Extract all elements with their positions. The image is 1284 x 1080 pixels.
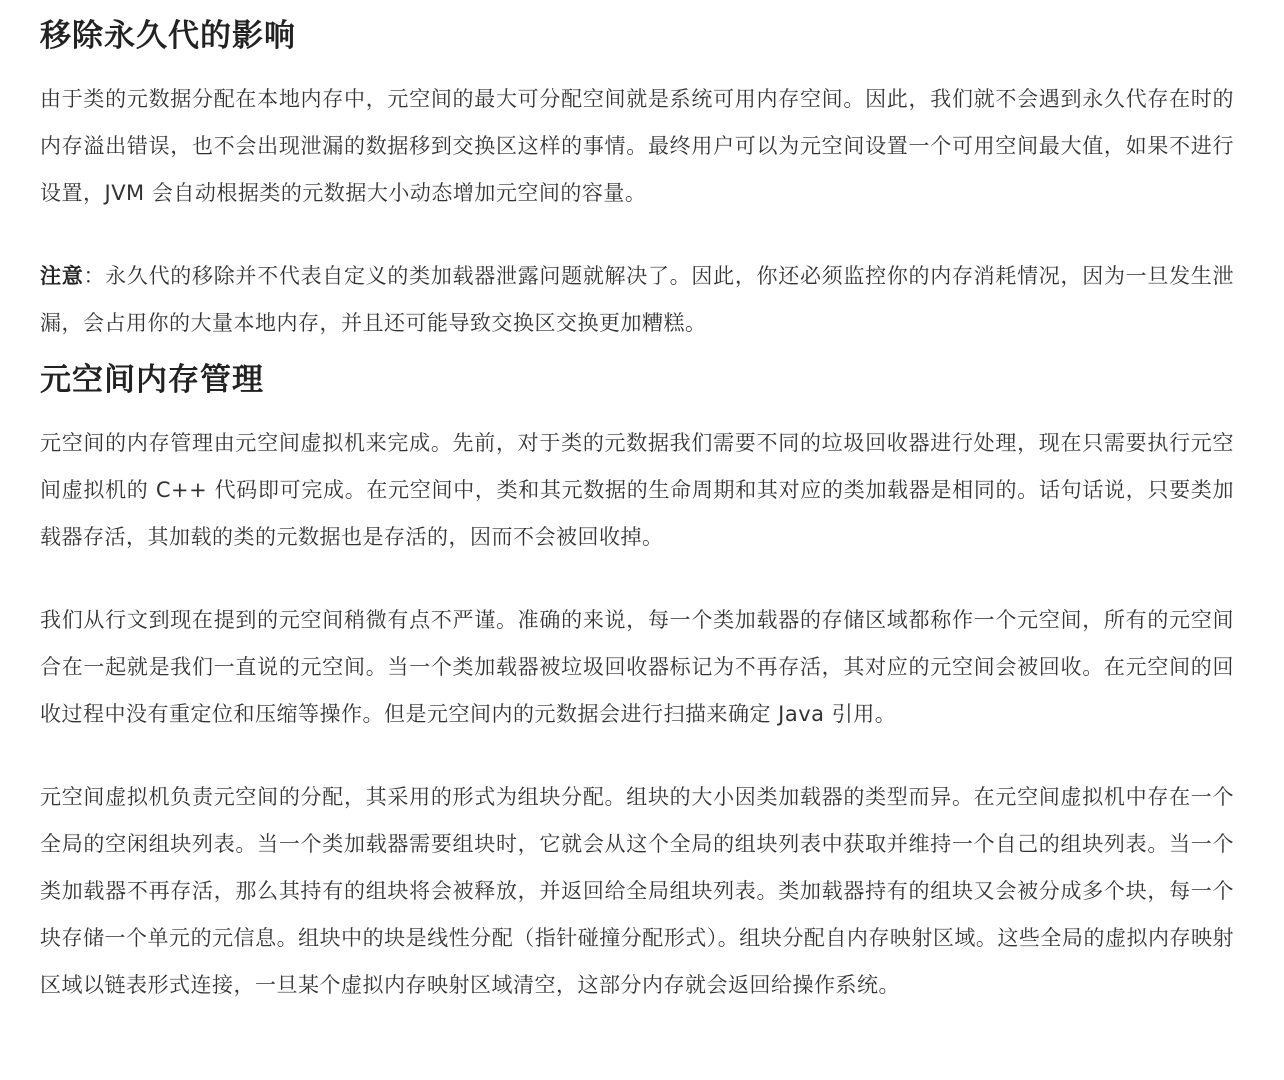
note-text: ：永久代的移除并不代表自定义的类加载器泄露问题就解决了。因此，你还必须监控你的内存消耗情况，因为一旦发生泄漏，会占用你的大量本地内存，并且还可能导致交换区交换更加糟糕。 <box>40 264 1235 335</box>
note-label: 注意 <box>40 264 84 288</box>
section-heading-permgen-removal: 移除永久代的影响 <box>40 18 296 54</box>
note-paragraph <box>40 253 1234 347</box>
paragraph-metaspace-vm: 元空间的内存管理由元空间虚拟机来完成。先前，对于类的元数据我们需要不同的垃圾回收器进行处理，现在只需要执行元空间虚拟机的 C++ 代码即可完成。在元空间中，类和其元数据的生命周期和其对应的类加载器是相同的。话句话说，只要类加载器存活，其加载的类的元数据也是存活的，因而不会被回收掉。 <box>40 431 1234 549</box>
paragraph-chunk-allocation: 元空间虚拟机负责元空间的分配，其采用的形式为组块分配。组块的大小因类加载器的类型而异。在元空间虚拟机中存在一个全局的空闲组块列表。当一个类加载器需要组块时，它就会从这个全局的组块列表中获取并维持一个自己的组块列表。当一个类加载器不再存活，那么其持有的组块将会被释放，并返回给全局组块列表。类加载器持有的组块又会被分成多个块，每一个块存储一个单元的元信息。组块中的块是线性分配（指针碰撞分配形式）。组块分配自内存映射区域。这些全局的虚拟内存映射区域以链表形式连接，一旦某个虚拟内存映射区域清空，这部分内存就会返回给操作系统。 <box>40 785 1234 997</box>
paragraph-metadata-native-memory: 由于类的元数据分配在本地内存中，元空间的最大可分配空间就是系统可用内存空间。因此，我们就不会遇到永久代存在时的内存溢出错误，也不会出现泄漏的数据移到交换区这样的事情。最终用户可以为元空间设置一个可用空间最大值，如果不进行设置，JVM 会自动根据类的元数据大小动态增加元空间的容量。 <box>40 87 1234 205</box>
section-heading-metaspace-management: 元空间内存管理 <box>40 362 264 398</box>
article <box>40 0 1234 1009</box>
paragraph-metaspace-per-classloader: 我们从行文到现在提到的元空间稍微有点不严谨。准确的来说，每一个类加载器的存储区域都称作一个元空间，所有的元空间合在一起就是我们一直说的元空间。当一个类加载器被垃圾回收器标记为不再存活，其对应的元空间会被回收。在元空间的回收过程中没有重定位和压缩等操作。但是元空间内的元数据会进行扫描来确定 Java 引用。 <box>40 608 1234 726</box>
